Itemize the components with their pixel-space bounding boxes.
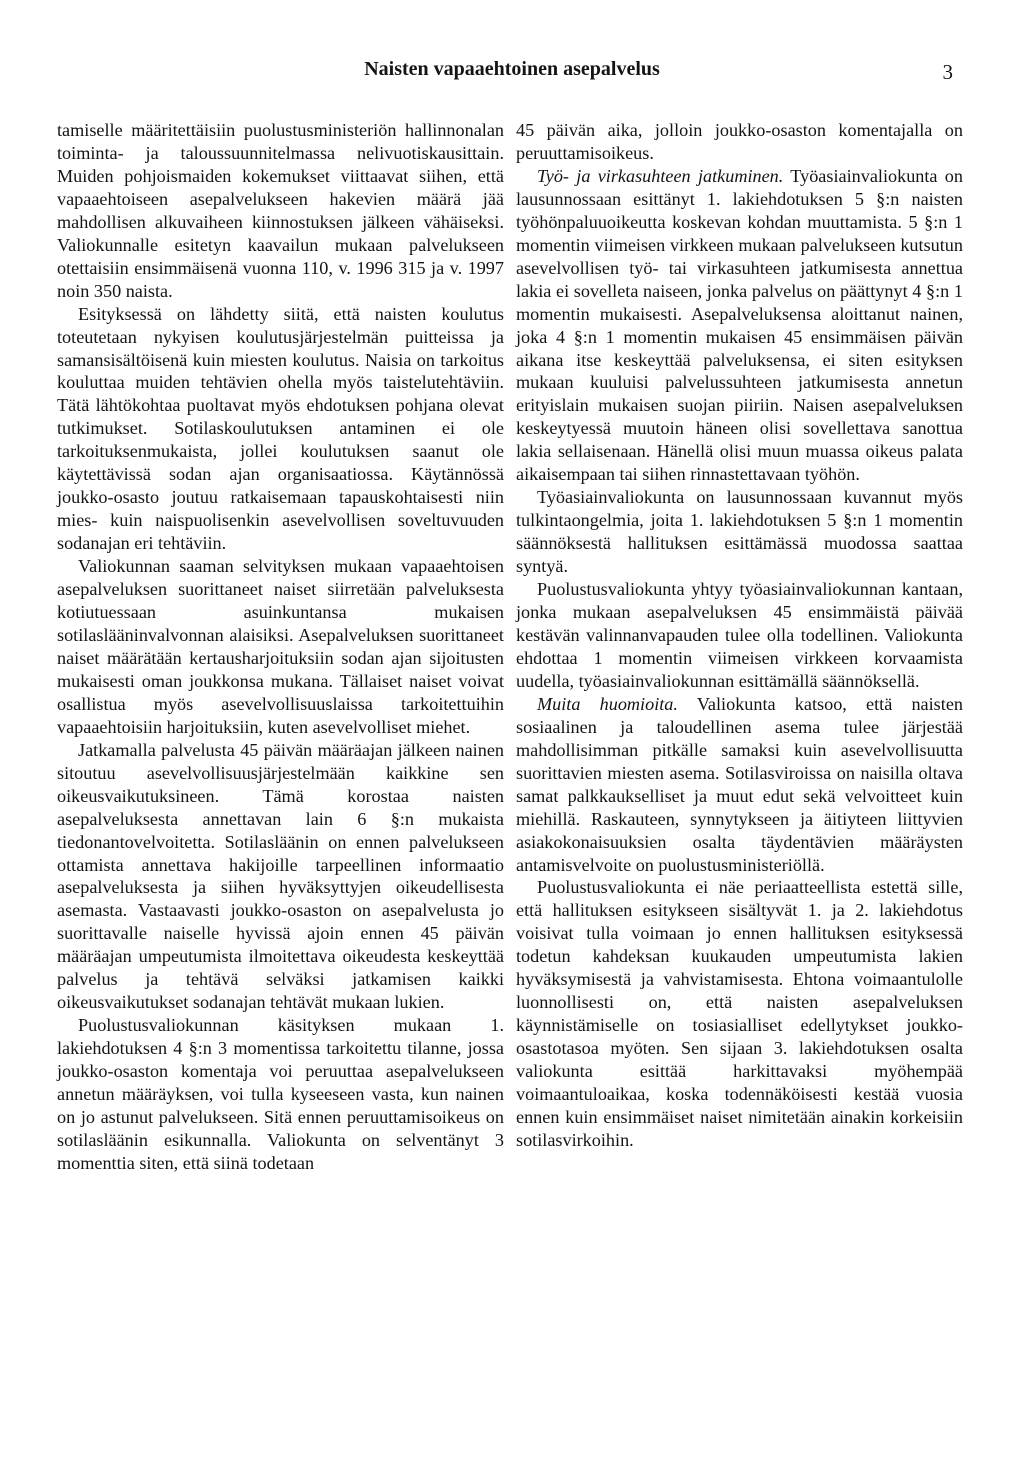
running-head: Naisten vapaaehtoinen asepalvelus bbox=[364, 58, 660, 80]
paragraph bbox=[516, 165, 963, 486]
paragraph bbox=[516, 693, 963, 877]
paragraph: Esityksessä on lähdetty siitä, että naisten koulutus toteutetaan nykyisen koulutusjärjestelmän puitteissa ja samansisältöisenä kuin miesten koulutus. Naisia on tarkoitus kouluttaa muiden tehtävien ohella myös taistelutehtäviin. Tätä lähtökohtaa puoltavat myös ehdotuksen pohjana olevat tutkimukset. Sotilaskoulutuksen antaminen ei ole tarkoituksenmukaista, jollei koulutuksen saanut ole käytettävissä sodan ajan organisaatiossa. Käytännössä joukko-osasto joutuu ratkaisemaan tapauskohtaisesti niin mies- kuin naispuolisenkin asevelvollisen soveltuvuuden sodanajan eri tehtäviin. bbox=[57, 303, 504, 554]
paragraph: Valiokunnan saaman selvityksen mukaan vapaaehtoisen asepalveluksen suorittaneet naiset siirretään palveluksesta kotiutuessaan asuinkuntansa mukaisen sotilaslääninvalvonnan alaisiksi. Asepalveluksen suorittaneet naiset määrätään kertausharjoituksiin sodan ajan sijoitusten mukaisesti oman joukkonsa mukana. Tällaiset naiset voivat osallistua myös asevelvollisuuslaissa tarkoitettuihin vapaaehtoisiin harjoituksiin, kuten asevelvolliset miehet. bbox=[57, 556, 504, 737]
left-column bbox=[57, 119, 504, 1175]
paragraph-text: 45 päivän aika, jolloin joukko-osaston komentajalla on peruuttamisoikeus. bbox=[516, 120, 963, 163]
paragraph-text: Puolustusvaliokunta ei näe periaatteellista estettä sille, että hallituksen esitykseen sisältyvät 1. ja 2. lakiehdotus voisivat tulla voimaan jo ennen hallituksen esityksessä todetun kahdeksan kuukauden umpeutumista lakien hyväksymisestä ja vahvistamisesta. Ehtona voimaantulolle luonnollisesti on, että naisten asepalveluksen käynnistämiselle on tosiasialliset edellytykset joukko-osastotasoa myöten. Sen sijaan 3. lakiehdotuksen osalta valiokunta esittää harkittavaksi myöhempää voimaantuloaikaa, koska todennäköisesti kestää vuosia ennen kuin ensimmäiset naiset nimitetään ainakin korkeisiin sotilasvirkoihin. bbox=[516, 877, 963, 1150]
paragraph: Jatkamalla palvelusta 45 päivän määräajan jälkeen nainen sitoutuu asevelvollisuusjärjestelmään kaikkine sen oikeusvaikutuksineen. Tämä korostaa naisten asepalveluksesta annettavan lain 6 §:n mukaista tiedonantovelvoitetta. Sotilasläänin on ennen palvelukseen ottamista annettava hakijoille tarpeellinen informaatio asepalveluksesta ja siihen hyväksyttyjen oikeudellisesta asemasta. Vastaavasti joukko-osaston on asepalvelusta jo suorittavalle naiselle hyvissä ajoin ennen 45 päivän määräajan umpeutumista ilmoitettava oikeudesta keskeyttää palvelus ja tehtävä selväksi jatkamisen kaikki oikeusvaikutukset sodanajan tehtävät mukaan lukien. bbox=[57, 739, 504, 1013]
paragraph bbox=[516, 578, 963, 693]
paragraph bbox=[516, 876, 963, 1151]
paragraph bbox=[516, 486, 963, 578]
paragraph: tamiselle määritettäisiin puolustusministeriön hallinnonalan toiminta- ja taloussuunnitelmassa nelivuotiskausittain. Muiden pohjoismaiden kokemukset viittaavat siihen, että vapaaehtoiseen asepalvelukseen hakevien määrä jää mahdollisen alkuvaiheen kiinnostuksen jälkeen vähäiseksi. Valiokunnalle esitetyn kaavailun mukaan palvelukseen otettaisiin ensimmäisenä vuonna 110, v. 1996 315 ja v. 1997 noin 350 naista. bbox=[57, 120, 504, 301]
page-number: 3 bbox=[942, 60, 953, 84]
section-lead: Muita huomioita. bbox=[537, 693, 678, 714]
paragraph-text: Työasiainvaliokunta on lausunnossaan kuvannut myös tulkintaongelmia, joita 1. lakiehdotuksen 5 §:n 1 momentin säännöksestä hallituksen esittämässä muodossa saattaa syntyä. bbox=[516, 487, 963, 577]
paragraph bbox=[516, 119, 963, 165]
paragraph: Puolustusvaliokunnan käsityksen mukaan 1. lakiehdotuksen 4 §:n 3 momentissa tarkoitettu tilanne, jossa joukko-osaston komentaja voi peruuttaa asepalvelukseen annetun määräyksen, voi tulla kyseeseen vasta, kun nainen on jo astunut palvelukseen. Sitä ennen peruuttamisoikeus on sotilasläänin esikunnalla. Valiokunta on selventänyt 3 momenttia siten, että siinä todetaan bbox=[57, 1015, 504, 1173]
paragraph-text: Puolustusvaliokunta yhtyy työasiainvaliokunnan kantaan, jonka mukaan asepalveluksen 45 ensimmäistä päivää kestävän valinnanvapauden tulee olla todellinen. Valiokunta ehdottaa 1 momentin viimeisen virkkeen korvaamista uudella, työasiainvaliokunnan esittämällä säännöksellä. bbox=[516, 579, 963, 691]
right-column bbox=[516, 119, 963, 1152]
paragraph-text: Valiokunta katsoo, että naisten sosiaalinen ja taloudellinen asema tulee järjestää mahdollisimman pitkälle samaksi kuin asevelvollisuutta suorittavien miesten asema. Sotilasviroissa on naisilla oltava samat palkkaukselliset ja muut edut sekä velvoitteet kuin miehillä. Raskauteen, synnytykseen ja äitiyteen liittyvien asiakokonaisuuksien osalta täydentävien määräysten antamisvelvoite on puolustusministeriöllä. bbox=[516, 693, 963, 875]
section-lead: Työ- ja virkasuhteen jatkuminen. bbox=[537, 165, 784, 186]
paragraph-text: Työasiainvaliokunta on lausunnossaan esittänyt 1. lakiehdotuksen 5 §:n naisten työhönpaluuoikeutta koskevan kohdan muuttamista. 5 §:n 1 momentin viimeisen virkkeen mukaan palvelukseen kutsutun asevelvollisen työ- tai virkasuhteen jatkumisesta annettua lakia ei sovelleta naiseen, jonka palvelus on päättynyt 4 §:n 1 momentin mukaisesti. Asepalveluksensa aloittanut nainen, joka 4 §:n 1 momentin mukaisen 45 ensimmäisen päivän aikana itse keskeyttää palveluksensa, ei siten esityksen mukaan kuuluisi palvelussuhteen jatkumisesta annetun erityislain mukaisen suojan piiriin. Naisen asepalveluksen keskeytyessä muutoin häneen olisi sovellettava sanottua lakia sellaisenaan. Hänellä olisi muun muassa oikeus palata aikaisempaan tai siihen rinnastettavaan työhön. bbox=[516, 165, 963, 485]
